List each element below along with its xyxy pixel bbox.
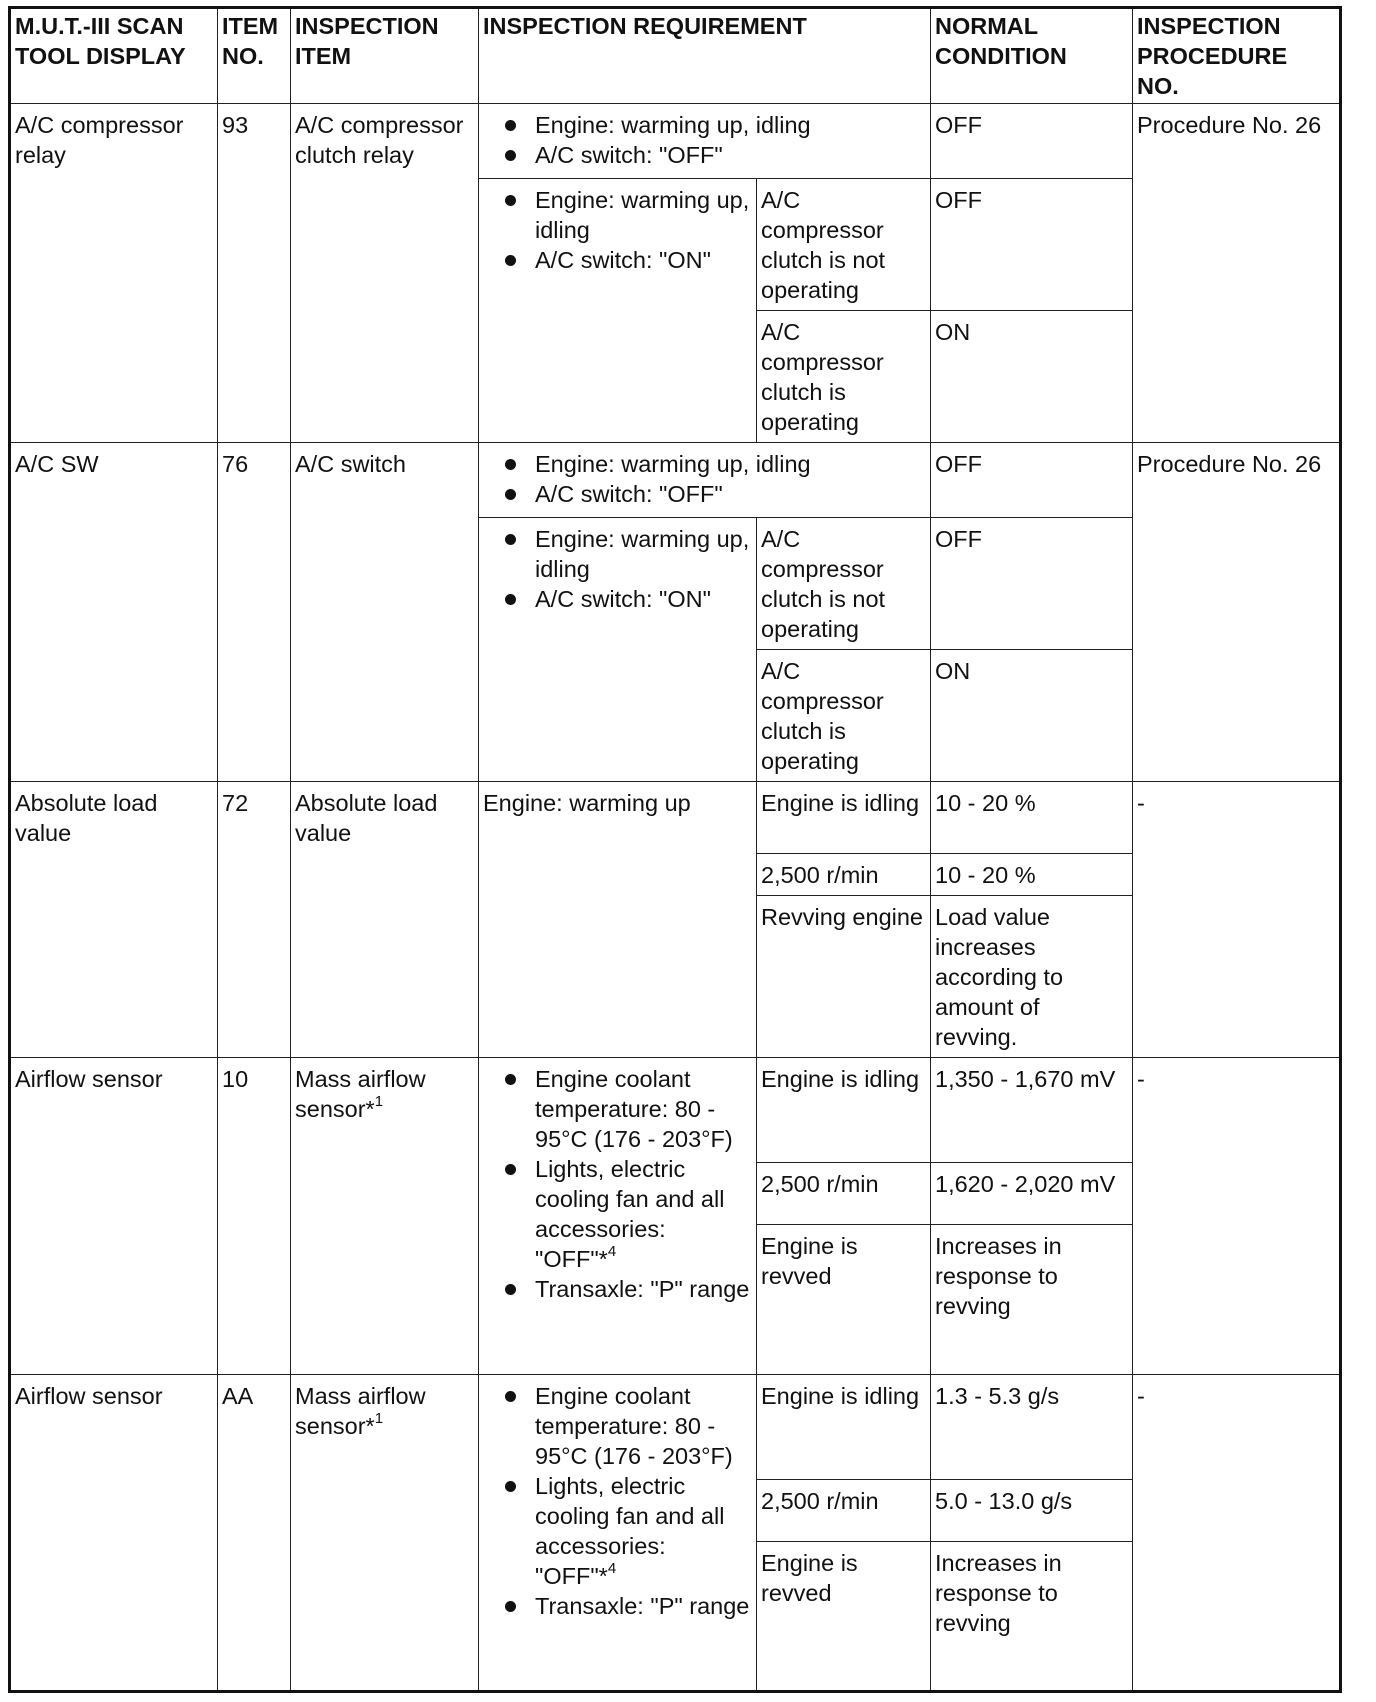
cell-procedure: -: [1133, 1058, 1341, 1375]
bullet-list: [483, 524, 752, 614]
cell-requirement: Engine: warming up: [479, 782, 757, 1058]
cell-normal-condition: OFF: [931, 443, 1133, 518]
cell-procedure: Procedure No. 26: [1133, 443, 1341, 782]
cell-sub-condition: A/C compressor clutch is not operating: [757, 179, 931, 311]
table-row: [10, 1058, 1341, 1163]
spec-table-container: [8, 6, 1342, 1693]
bullet-text: Lights, electric cooling fan and all accessories: "OFF"*: [535, 1473, 725, 1589]
cell-sub-condition: Engine is idling: [757, 1058, 931, 1163]
header-procedure-no: INSPECTION PROCEDURE NO.: [1133, 8, 1341, 104]
cell-requirement: [479, 104, 931, 179]
bullet-item: [505, 1064, 752, 1154]
cell-item-no: 76: [218, 443, 291, 782]
bullet-item: [505, 1154, 752, 1274]
bullet-list: [483, 1381, 752, 1621]
bullet-item: [505, 1591, 752, 1621]
bullet-item: A/C switch: "ON": [505, 584, 752, 614]
table-row: [10, 782, 1341, 854]
item-text: Mass airflow sensor*: [295, 1066, 426, 1122]
bullet-item: A/C switch: "OFF": [505, 479, 926, 509]
cell-item-no: 72: [218, 782, 291, 1058]
cell-inspection-item: A/C switch: [291, 443, 479, 782]
bullet-list: [483, 449, 926, 509]
bullet-list: [483, 110, 926, 170]
footnote-ref: 4: [607, 1243, 617, 1261]
bullet-text: Transaxle: "P" range: [535, 1593, 750, 1619]
header-display: M.U.T.-III SCAN TOOL DISPLAY: [10, 8, 218, 104]
cell-inspection-item: [291, 1058, 479, 1375]
cell-normal-condition: OFF: [931, 104, 1133, 179]
cell-display: A/C compressor relay: [10, 104, 218, 443]
cell-inspection-item: [291, 1375, 479, 1692]
cell-requirement: [479, 518, 757, 782]
cell-display: A/C SW: [10, 443, 218, 782]
bullet-item: [505, 1274, 752, 1304]
cell-item-no: AA: [218, 1375, 291, 1692]
cell-sub-condition: 2,500 r/min: [757, 1480, 931, 1542]
cell-sub-condition: Engine is idling: [757, 1375, 931, 1480]
cell-normal-condition: 1,350 - 1,670 mV: [931, 1058, 1133, 1163]
cell-normal-condition: 10 - 20 %: [931, 782, 1133, 854]
cell-requirement: [479, 179, 757, 443]
bullet-item: Engine: warming up, idling: [505, 110, 926, 140]
inspection-table: [8, 6, 1342, 1693]
cell-sub-condition: Engine is revved: [757, 1225, 931, 1375]
cell-sub-condition: Revving engine: [757, 896, 931, 1058]
cell-sub-condition: 2,500 r/min: [757, 1163, 931, 1225]
cell-procedure: Procedure No. 26: [1133, 104, 1341, 443]
table-row: [10, 443, 1341, 518]
cell-normal-condition: ON: [931, 650, 1133, 782]
bullet-item: Engine: warming up, idling: [505, 524, 752, 584]
cell-item-no: 10: [218, 1058, 291, 1375]
cell-item-no: 93: [218, 104, 291, 443]
cell-normal-condition: 1,620 - 2,020 mV: [931, 1163, 1133, 1225]
cell-normal-condition: 1.3 - 5.3 g/s: [931, 1375, 1133, 1480]
cell-display: Airflow sensor: [10, 1375, 218, 1692]
cell-procedure: -: [1133, 782, 1341, 1058]
header-inspection-item: INSPECTION ITEM: [291, 8, 479, 104]
cell-sub-condition: Engine is idling: [757, 782, 931, 854]
cell-inspection-item: Absolute load value: [291, 782, 479, 1058]
cell-display: Absolute load value: [10, 782, 218, 1058]
cell-sub-condition: Engine is revved: [757, 1542, 931, 1692]
bullet-item: A/C switch: "OFF": [505, 140, 926, 170]
table-row: [10, 104, 1341, 179]
bullet-item: Engine: warming up, idling: [505, 185, 752, 245]
bullet-text: Engine coolant temperature: 80 - 95°C (176 - 203°F): [535, 1383, 733, 1469]
cell-display: Airflow sensor: [10, 1058, 218, 1375]
bullet-item: Engine: warming up, idling: [505, 449, 926, 479]
header-item-no: ITEM NO.: [218, 8, 291, 104]
cell-procedure: -: [1133, 1375, 1341, 1692]
cell-sub-condition: 2,500 r/min: [757, 854, 931, 896]
cell-normal-condition: Load value increases according to amount of revving.: [931, 896, 1133, 1058]
cell-requirement: [479, 1058, 757, 1375]
cell-normal-condition: 5.0 - 13.0 g/s: [931, 1480, 1133, 1542]
cell-normal-condition: 10 - 20 %: [931, 854, 1133, 896]
cell-normal-condition: Increases in response to revving: [931, 1542, 1133, 1692]
cell-sub-condition: A/C compressor clutch is operating: [757, 311, 931, 443]
item-text: Mass airflow sensor*: [295, 1383, 426, 1439]
footnote-ref: 1: [374, 1093, 384, 1111]
table-row: [10, 1375, 1341, 1480]
bullet-text: Lights, electric cooling fan and all accessories: "OFF"*: [535, 1156, 725, 1272]
cell-normal-condition: Increases in response to revving: [931, 1225, 1133, 1375]
bullet-text: Transaxle: "P" range: [535, 1276, 750, 1302]
cell-sub-condition: A/C compressor clutch is not operating: [757, 518, 931, 650]
footnote-ref: 1: [374, 1410, 384, 1428]
bullet-list: [483, 1064, 752, 1304]
bullet-item: [505, 1471, 752, 1591]
cell-normal-condition: OFF: [931, 179, 1133, 311]
cell-inspection-item: A/C compressor clutch relay: [291, 104, 479, 443]
cell-requirement: [479, 443, 931, 518]
cell-normal-condition: OFF: [931, 518, 1133, 650]
bullet-list: [483, 185, 752, 275]
bullet-text: Engine coolant temperature: 80 - 95°C (176 - 203°F): [535, 1066, 733, 1152]
footnote-ref: 4: [607, 1560, 617, 1578]
header-normal-condition: NORMAL CONDITION: [931, 8, 1133, 104]
bullet-item: A/C switch: "ON": [505, 245, 752, 275]
bullet-item: [505, 1381, 752, 1471]
header-requirement: INSPECTION REQUIREMENT: [479, 8, 931, 104]
cell-normal-condition: ON: [931, 311, 1133, 443]
cell-sub-condition: A/C compressor clutch is operating: [757, 650, 931, 782]
header-row: [10, 8, 1341, 104]
cell-requirement: [479, 1375, 757, 1692]
